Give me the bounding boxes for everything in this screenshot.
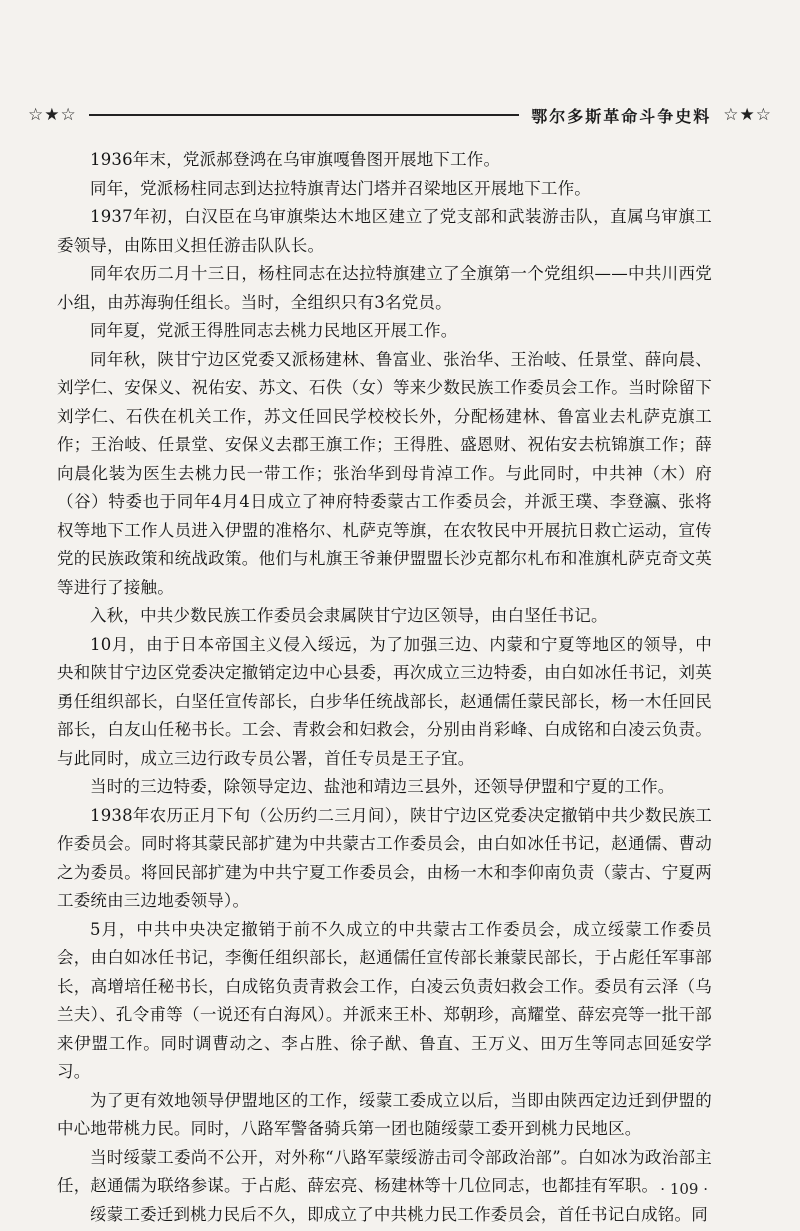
paragraph: 入秋，中共少数民族工作委员会隶属陕甘宁边区领导，由白坚任书记。 <box>90 606 608 625</box>
paragraph: 5月，中共中央决定撤销于前不久成立的中共蒙古工作委员会，成立绥蒙工作委员会，由白如冰任书记，李衡任组织部长，赵通儒任宣传部长兼蒙民部长，于占彪任军事部长，高增培任秘书长，白成铭负责青救会工作，白凌云负责妇救会工作。委员有云泽（乌兰夫）、孔令甫等（一说还有白海风）。并派来王朴、郑朝珍，高耀堂、薛宏亮等一批干部来伊盟工作。同时调曹动之、李占胜、徐子猷、鲁直、王万义、田万生等同志回延安学习。 <box>57 919 712 1081</box>
paragraph: 1936年末，党派郝登鸿在乌审旗嘎鲁图开展地下工作。 <box>90 150 501 169</box>
paragraph: 同年秋，陕甘宁边区党委又派杨建林、鲁富业、张治华、王治岐、任景堂、薛向晨、刘学仁、安保义、祝佑安、苏文、石佚（女）等来少数民族工作委员会工作。当时除留下刘学仁、石佚在机关工作，苏文任回民学校校长外，分配杨建林、鲁富业去札萨克旗工作；王治岐、任景堂、安保义去郡王旗工作；王得胜、盛恩财、祝佑安去杭锦旗工作；薛向晨化装为医生去桃力民一带工作；张治华到母肯淖工作。与此同时，中共神（木）府（谷）特委也于同年4月4日成立了神府特委蒙古工作委员会，并派王璞、李登瀛、张将权等地下工作人员进入伊盟的准格尔、札萨克等旗，在农牧民中开展抗日救亡运动，宣传党的民族政策和统战政策。他们与札旗王爷兼伊盟盟长沙克都尔札布和准旗札萨克奇文英等进行了接触。 <box>57 349 712 597</box>
paragraph: 同年，党派杨柱同志到达拉特旗青达门塔并召梁地区开展地下工作。 <box>90 178 591 198</box>
paragraph: 绥蒙工委迁到桃力民后不久，即成立了中共桃力民工作委员会，首任书记白成铭。同 <box>90 1204 708 1224</box>
paragraph: 同年夏，党派王得胜同志去桃力民地区开展工作。 <box>90 321 458 340</box>
journal-title: 鄂尔多斯革命斗争史料 <box>531 106 712 126</box>
paragraph: 10月，由于日本帝国主义侵入绥远，为了加强三边、内蒙和宁夏等地区的领导，中央和陕甘宁边区党委决定撤销定边中心县委，再次成立三边特委，由白如冰任书记，刘英勇任组织部长，白坚任宣传部长，白步华任统战部长，赵通儒任蒙民部长，杨一木任回民部长，白友山任秘书长。工会、青救会和妇救会，分别由肖彩峰、白成铭和白凌云负责。与此同时，成立三边行政专员公署，首任专员是王子宜。 <box>57 634 712 768</box>
header-stars-right: ☆★☆ <box>723 105 772 125</box>
paragraph: 1938年农历正月下旬（公历约二三月间），陕甘宁边区党委决定撤销中共少数民族工作委员会。同时将其蒙民部扩建为中共蒙古工作委员会，由白如冰任书记，赵通儒、曹动之为委员。将回民部扩建为中共宁夏工作委员会，由杨一木和李仰南负责（蒙古、宁夏两工委统由三边地委领导）。 <box>57 805 712 910</box>
paragraph: 为了更有效地领导伊盟地区的工作，绥蒙工委成立以后，当即由陕西定边迁到伊盟的中心地带桃力民。同时，八路军警备骑兵第一团也随绥蒙工委开到桃力民地区。 <box>57 1090 712 1138</box>
paragraph: 当时的三边特委，除领导定边、盐池和靖边三县外，还领导伊盟和宁夏的工作。 <box>90 777 675 796</box>
page-number: · 109 · <box>660 1180 708 1198</box>
paragraph: 同年农历二月十三日，杨柱同志在达拉特旗建立了全旗第一个党组织——中共川西党小组，由苏海驹任组长。当时，全组织只有3名党员。 <box>57 264 712 312</box>
paragraph: 当时绥蒙工委尚不公开，对外称“八路军蒙绥游击司令部政治部”。白如冰为政治部主任，赵通儒为联络参谋。于占彪、薛宏亮、杨建林等十几位同志，也都挂有军职。 <box>57 1147 712 1195</box>
header-stars-left: ☆★☆ <box>28 105 77 125</box>
running-header <box>28 100 772 130</box>
header-rule <box>89 114 520 116</box>
paragraph: 1937年初，白汉臣在乌审旗柴达木地区建立了党支部和武装游击队，直属乌审旗工委领导，由陈田义担任游击队队长。 <box>57 207 712 255</box>
body-text <box>57 146 712 1229</box>
